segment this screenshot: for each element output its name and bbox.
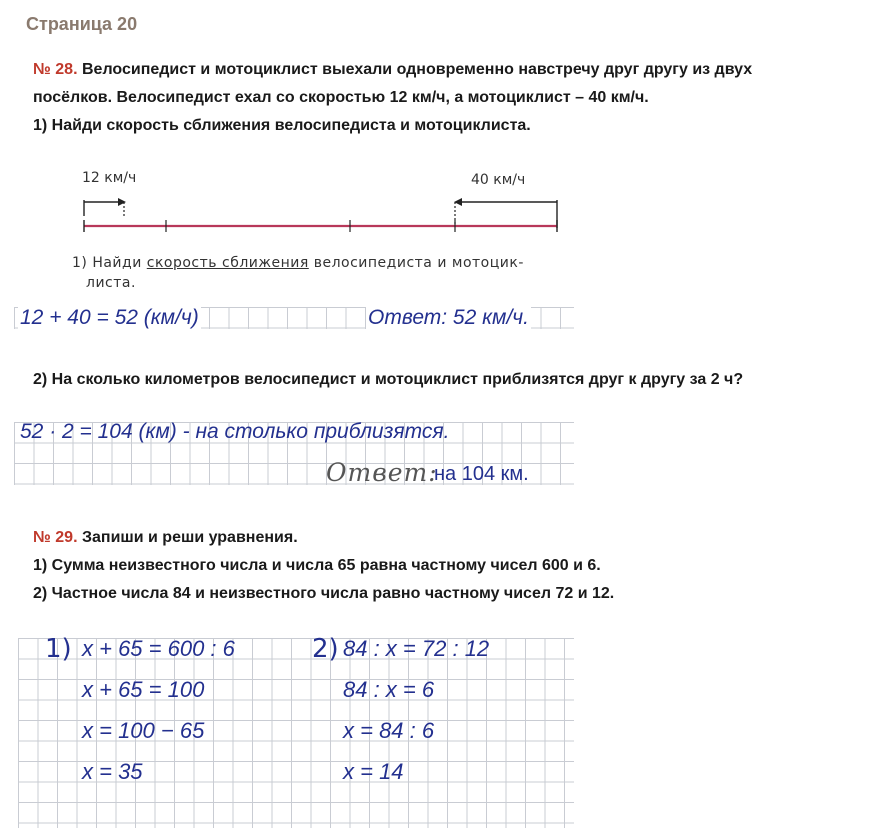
task29-number: № 29. [33,529,78,546]
task29-title: Запиши и реши уравнения. [81,529,298,546]
cyclist-speed-label: 12 км/ч [82,170,137,186]
motorcyclist-speed-label: 40 км/ч [471,172,526,188]
solution-1-answer: Ответ: 52 км/ч. [368,306,529,329]
task29-question2: 2) Частное числа 84 и неизвестного числа равно частному чисел 72 и 12. [33,585,615,602]
solution-2-answer-word: Ответ: [326,458,438,487]
solution-2-answer-value: на 104 км. [434,463,529,485]
task29-question1: 1) Сумма неизвестного числа и числа 65 равна частному чисел 600 и 6. [33,557,601,574]
distance-diagram [60,160,580,240]
textbook-question-line1 [72,255,524,271]
task28-question1: 1) Найди скорость сближения велосипедиста и мотоциклиста. [33,117,531,134]
equation-1-line: x + 65 = 600 : 6 [82,636,235,661]
equation-2-label: 2) [312,634,339,664]
equation-2-line: 84 : x = 72 : 12 [343,636,490,661]
equation-1-line: x = 35 [82,759,143,784]
textbook-question-line2: листа. [86,275,136,291]
solution-2-calc: 52 · 2 = 104 (км) - на столько приблизятся. [20,420,450,443]
solution-1-calc: 12 + 40 = 52 (км/ч) [20,306,199,329]
task28-number: № 28. [33,61,78,78]
task28-text-line2: посёлков. Велосипедист ехал со скоростью 12 км/ч, а мотоциклист – 40 км/ч. [33,89,649,106]
equation-1-label: 1) [45,634,72,664]
task29-title-line [33,524,298,552]
page-title: Страница 20 [26,14,138,34]
task28-question2: 2) На сколько километров велосипедист и мотоциклист приблизятся друг к другу за 2 ч? [33,371,744,388]
cyclist-arrowhead [118,198,126,206]
equation-2-line: x = 14 [343,759,404,784]
textbook-text: велосипедиста и мотоцик- [308,255,524,271]
equation-2-line: x = 84 : 6 [343,718,435,743]
textbook-text: 1) Найди [72,255,147,271]
task28-line1 [33,56,752,84]
equation-1-line: x + 65 = 100 [82,677,205,702]
equation-1-line: x = 100 − 65 [82,718,205,743]
task28-text-line1: Велосипедист и мотоциклист выехали одновременно навстречу друг другу из двух [81,61,753,78]
textbook-underlined-term: скорость сближения [146,255,309,271]
equation-2-line: 84 : x = 6 [343,677,435,702]
